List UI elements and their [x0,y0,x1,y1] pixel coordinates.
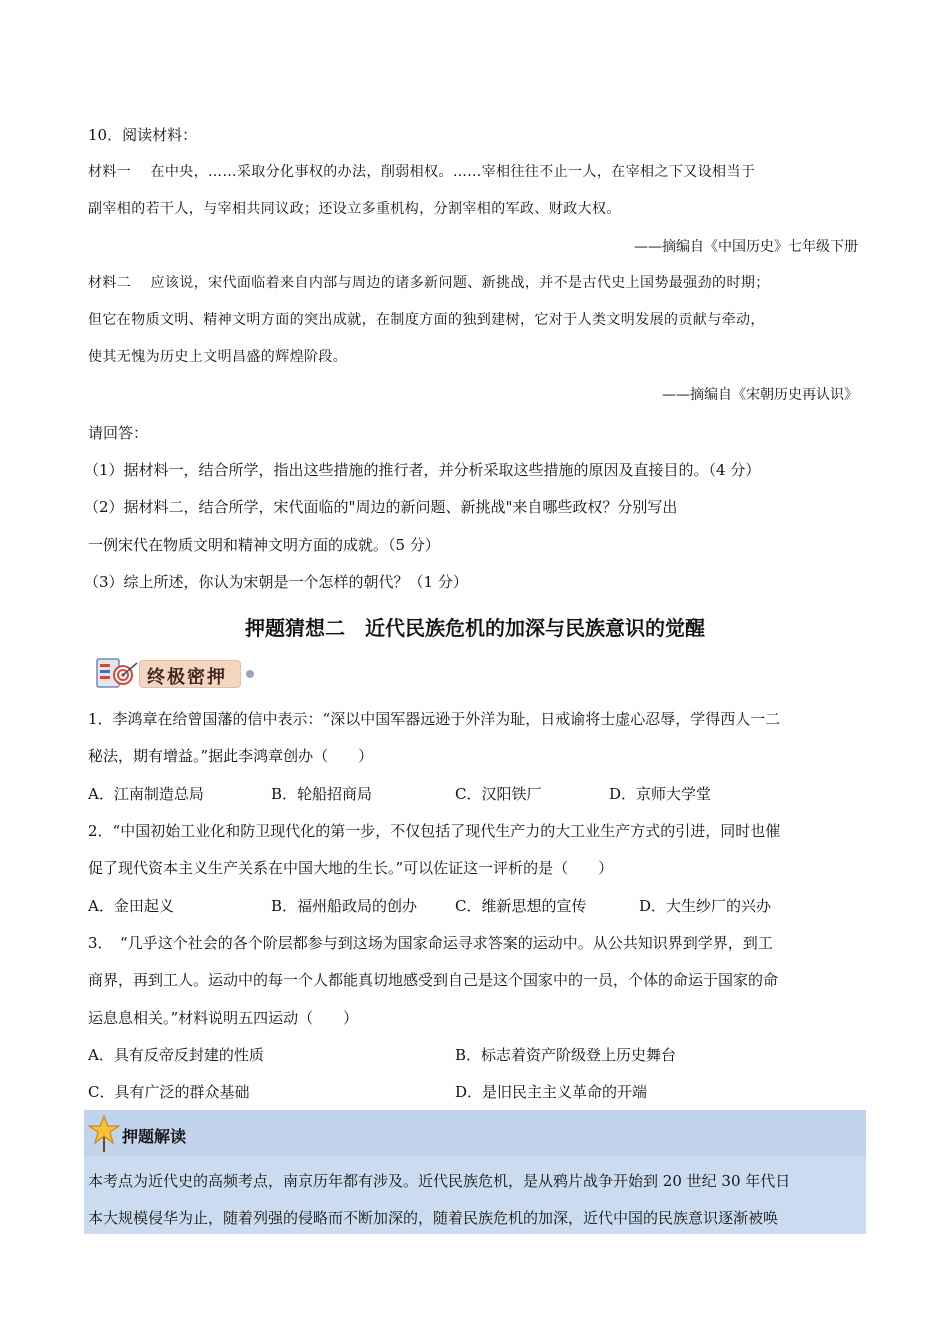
material-2-line-3: 使其无愧为历史上文明昌盛的辉煌阶段。 [88,349,348,365]
material-2-line-2: 但它在物质文明、精神文明方面的突出成就，在制度方面的独到建树，它对于人类文明发展的贡献与牵动， [88,312,765,328]
sub-question-2-line-2: 一例宋代在物质文明和精神文明方面的成就。（5 分） [88,536,440,554]
q2-option-c: C．维新思想的宣传 [455,897,587,915]
material-2-line-1: 材料二 应该说，宋代面临着来自内部与周边的诸多新问题、新挑战，并不是古代史上国势最强劲的时期； [88,275,770,291]
q2-option-a: A．金田起义 [88,897,174,915]
analysis-header [84,1110,866,1156]
answer-prompt: 请回答： [88,424,149,442]
q3-line-1: 3． “几乎这个社会的各个阶层都参与到这场为国家命运寻求答案的运动中。从公共知识界到学界，到工 [88,934,773,952]
section-badge [95,655,255,693]
material-1-source: ——摘编自《中国历史》七年级下册 [634,239,858,255]
q1-line-1: 1．李鸿章在给曾国藩的信中表示：“深以中国军器远逊于外洋为耻，日戒谕将士虚心忍辱，学得西人一二 [88,710,781,728]
sub-question-1: （1）据材料一，结合所学，指出这些措施的推行者，并分析采取这些措施的原因及直接目的。（4 分） [84,461,761,479]
analysis-line-2: 本大规模侵华为止，随着列强的侵略而不断加深的，随着民族危机的加深，近代中国的民族意识逐渐被唤 [88,1209,779,1227]
q2-option-b: B．福州船政局的创办 [271,897,418,915]
q1-option-a: A．江南制造总局 [88,785,204,803]
q3-option-a: A．具有反帝反封建的性质 [88,1046,264,1064]
q1-option-d: D．京师大学堂 [609,785,712,803]
analysis-line-1: 本考点为近代史的高频考点，南京历年都有涉及。近代民族危机，是从鸦片战争开始到 20 世纪 30 年代日 [88,1172,791,1190]
sub-question-2-line-1: （2）据材料二，结合所学，宋代面临的"周边的新问题、新挑战"来自哪些政权？分别写出 [84,498,678,516]
badge-dot-icon [245,669,255,679]
sub-question-3: （3）综上所述，你认为宋朝是一个怎样的朝代？（1 分） [84,573,468,591]
analysis-box [84,1110,866,1234]
q3-option-c: C．具有广泛的群众基础 [88,1083,250,1101]
q3-option-d: D．是旧民主主义革命的开端 [455,1083,648,1101]
q1-option-b: B．轮船招商局 [271,785,373,803]
q3-option-b: B．标志着资产阶级登上历史舞台 [455,1046,677,1064]
target-board-icon [95,655,141,693]
section-heading: 押题猜想二 近代民族危机的加深与民族意识的觉醒 [245,616,705,640]
q1-line-2: 秘法，期有增益。”据此李鸿章创办（ ） [88,747,374,765]
q1-option-c: C．汉阳铁厂 [455,785,542,803]
material-1-line-1: 材料一 在中央，……采取分化事权的办法，削弱相权。……宰相往往不止一人，在宰相之下又设相当于 [88,164,756,180]
question-10-number: 10．阅读材料： [88,126,198,144]
q2-line-2: 促了现代资本主义生产关系在中国大地的生长。”可以佐证这一评析的是（ ） [88,859,614,877]
q3-line-3: 运息息相关。”材料说明五四运动（ ） [88,1009,359,1027]
q2-option-d: D．大生纱厂的兴办 [639,897,772,915]
analysis-title: 押题解读 [122,1127,187,1146]
q3-line-2: 商界，再到工人。运动中的每一个人都能真切地感受到自己是这个国家中的一员，个体的命运于国家的命 [88,971,779,989]
material-2-source: ——摘编自《宋朝历史再认识》 [662,387,858,403]
material-1-line-2: 副宰相的若干人，与宰相共同议政；还设立多重机构，分割宰相的军政、财政大权。 [88,201,621,217]
q2-line-1: 2．“中国初始工业化和防卫现代化的第一步，不仅包括了现代生产力的大工业生产方式的引进，同时也催 [88,822,781,840]
star-icon [88,1114,120,1154]
badge-label: 终极密押 [147,667,227,688]
